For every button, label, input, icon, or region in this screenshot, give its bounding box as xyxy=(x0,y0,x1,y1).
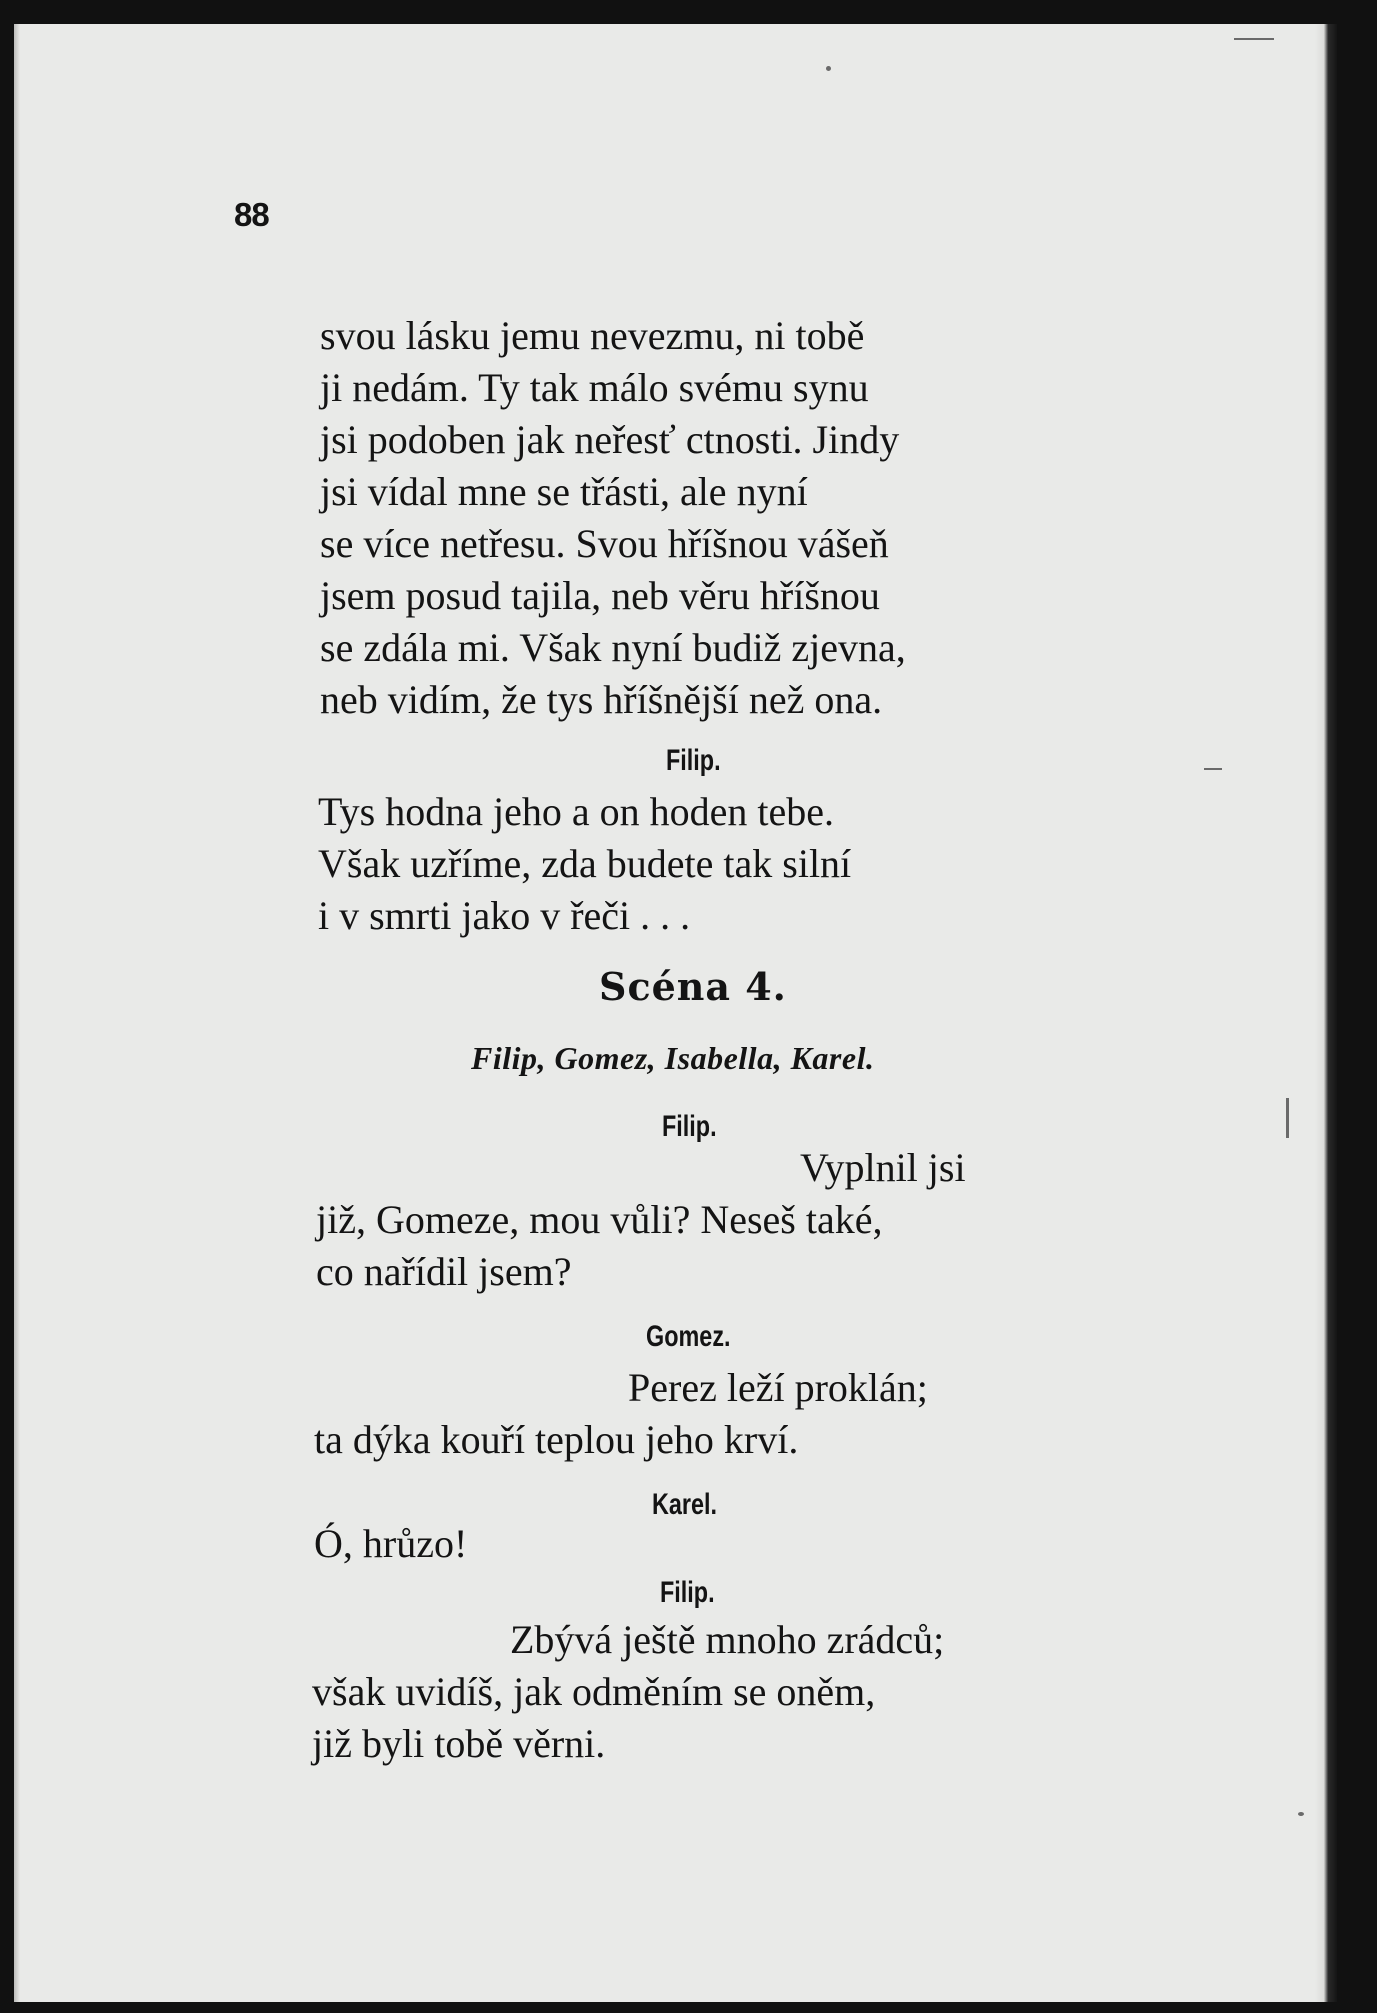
text-line: co nařídil jsem? xyxy=(316,1249,572,1294)
text-line: se zdála mi. Však nyní budiž zjevna, xyxy=(320,625,906,670)
page-number: 88 xyxy=(234,196,269,233)
text-line: Vyplnil jsi xyxy=(800,1145,966,1190)
text-line: jsi vídal mne se třásti, ale nyní xyxy=(320,469,808,514)
text-line: Zbývá ještě mnoho zrádců; xyxy=(510,1617,945,1662)
text-line: Tys hodna jeho a on hoden tebe. xyxy=(318,789,834,834)
text-line: jsi podoben jak neřesť ctnosti. Jindy xyxy=(320,417,900,462)
speaker-name: Filip. xyxy=(666,744,721,777)
scan-speck xyxy=(1298,1812,1304,1816)
text-line: již byli tobě věrni. xyxy=(312,1721,606,1766)
text-line: svou lásku jemu nevezmu, ni tobě xyxy=(320,313,865,358)
text-line: jsem posud tajila, neb věru hříšnou xyxy=(320,573,880,618)
text-line: neb vidím, že tys hříšnější než ona. xyxy=(320,677,883,722)
text-line: ji nedám. Ty tak málo svému synu xyxy=(320,365,869,410)
scene-cast-list: Filip, Gomez, Isabella, Karel. xyxy=(471,1040,875,1076)
speaker-name: Filip. xyxy=(662,1110,717,1143)
text-line: již, Gomeze, mou vůli? Neseš také, xyxy=(316,1197,883,1242)
text-line: i v smrti jako v řeči . . . xyxy=(318,893,691,938)
scan-speck xyxy=(1204,768,1222,770)
book-page xyxy=(14,24,1337,2002)
scan-speck xyxy=(1234,38,1274,40)
scan-speck xyxy=(1286,1098,1289,1138)
text-line: Však uzříme, zda budete tak silní xyxy=(318,841,852,886)
text-line: Perez leží proklán; xyxy=(628,1365,928,1410)
text-line: Ó, hrůzo! xyxy=(314,1521,468,1566)
text-line: však uvidíš, jak odměním se oněm, xyxy=(312,1669,876,1714)
text-line: ta dýka kouří teplou jeho krví. xyxy=(314,1417,799,1462)
speaker-name: Karel. xyxy=(652,1488,718,1521)
scan-speck xyxy=(826,66,831,71)
speaker-name: Filip. xyxy=(660,1576,715,1609)
text-line: se více netřesu. Svou hříšnou vášeň xyxy=(320,521,889,566)
speaker-name: Gomez. xyxy=(646,1320,731,1353)
scene-heading: Scéna 4. xyxy=(599,964,787,1009)
